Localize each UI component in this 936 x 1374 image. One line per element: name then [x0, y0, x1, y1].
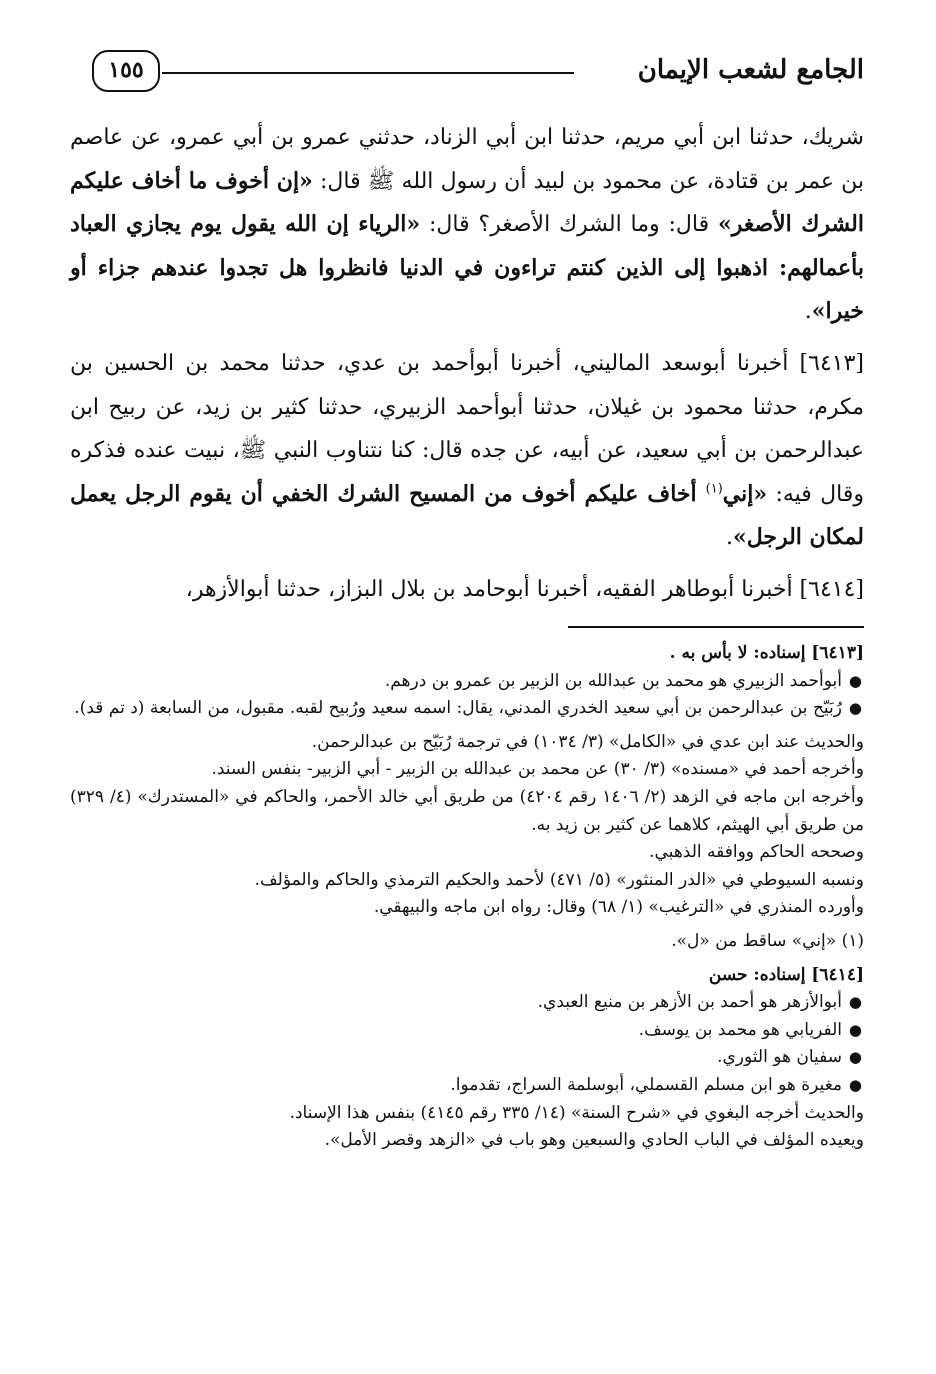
bullet-icon: ● — [848, 993, 862, 1012]
hadith-quote: أخاف عليكم أخوف من المسيح الشرك الخفي أن يقوم الرجل يعمل لمكان الرجل» — [70, 480, 864, 551]
note-heading-6414: [٦٤١٤] إسناده: حسن — [708, 964, 864, 985]
bullet-icon: ● — [848, 1020, 862, 1039]
paragraph-hadith-6413 — [70, 342, 864, 560]
list-item: ● رُبَيّح بن عبدالرحمن بن أبي سعيد الخدري المدني، يقال: اسمه سعيد ورُبيح لقبه. مقبول، من السابعة (د تم قد). — [70, 695, 842, 723]
page-header — [92, 44, 864, 100]
page-number-badge: ١٥٥ — [92, 50, 160, 92]
hadith-quote: «الرياء إن الله يقول يوم يجازي العباد بأعمالهم: اذهبوا إلى الذين كنتم تراءون في الدنيا فانظروا هل تجدوا عندهم جزاء أو خيرا» — [70, 211, 864, 325]
list-item: ● سفيان هو الثوري. — [70, 1044, 842, 1072]
note-heading-6413: [٦٤١٣] إسناده: لا بأس به . — [669, 643, 864, 663]
end-mark: . — [725, 525, 733, 551]
paragraph-hadith-6412 — [70, 116, 864, 334]
list-item: ● مغيرة هو ابن مسلم القسملي، أبوسلمة السراج، تقدموا. — [70, 1072, 842, 1100]
note-line: والحديث عند ابن عدي في «الكامل» (٣/ ١٠٣٤) في ترجمة رُبَيّح بن عبدالرحمن. — [311, 731, 864, 752]
end-mark: . — [804, 299, 812, 325]
running-title: الجامع لشعب الإيمان — [637, 55, 864, 85]
hadith-quote: «إني — [722, 480, 768, 507]
list-item: ● أبوأحمد الزبيري هو محمد بن عبدالله بن الزبير بن عمرو بن درهم. — [70, 668, 842, 696]
list-item: ● الفريابي هو محمد بن يوسف. — [70, 1017, 842, 1045]
main-text — [70, 116, 864, 612]
list-item: ● أبوالأزهر هو أحمد بن الأزهر بن منيع العبدي. — [70, 989, 842, 1017]
hadith-quote: «إن أخوف ما أخاف عليكم الشرك الأصغر» — [70, 167, 864, 238]
paragraph-hadith-6414 — [70, 568, 864, 612]
bullet-icon: ● — [848, 1048, 862, 1067]
footnotes — [70, 640, 864, 1155]
note-line: وأخرجه ابن ماجه في الزهد (٢/ ١٤٠٦ رقم ٤٢٠٤) من طريق أبي خالد الأحمر، والحاكم في «المستدرك» (٤/ ٣٢٩) من طريق أبي الهيثم، كلاهما عن كثير بن زيد به. — [70, 786, 864, 835]
narrator-list-6414 — [70, 989, 864, 1099]
note-line: ويعيده المؤلف في الباب الحادي والسبعين وهو باب في «الزهد وقصر الأمل». — [324, 1130, 864, 1151]
header-rule — [162, 72, 574, 74]
footnote-separator — [568, 626, 864, 628]
bullet-icon: ● — [848, 671, 862, 690]
note-line: ونسبه السيوطي في «الدر المنثور» (٥/ ٤٧١) لأحمد والحكيم الترمذي والحاكم والمؤلف. — [254, 869, 864, 890]
dialogue-text: قال: وما الشرك الأصغر؟ قال: — [420, 212, 718, 238]
note-line: وأخرجه أحمد في «مسنده» (٣/ ٣٠) عن محمد بن عبدالله بن الزبير - أبي الزبير- بنفس السند. — [211, 759, 864, 780]
note-line: وأورده المنذري في «الترغيب» (١/ ٦٨) وقال: رواه ابن ماجه والبيهقي. — [373, 897, 864, 918]
footnote-reference: (١) — [705, 481, 723, 497]
footnote-1: (١) «إني» ساقط من «ل». — [671, 930, 864, 951]
isnad-text: [٦٤١٣] أخبرنا أبوسعد الماليني، أخبرنا أبوأحمد بن عدي، حدثنا محمد بن الحسين بن مكرم، حدثنا محمود بن غيلان، حدثنا أبوأحمد الزبيري، حدثنا كثير بن زيد، عن ربيح ابن عبدالرحمن بن أبي سعيد، عن أبيه، عن جده قال: كنا نتناوب النبي ﷺ، نبيت عنده فذكره وقال فيه: — [70, 350, 864, 507]
narrator-list-6413 — [70, 668, 864, 723]
note-line: والحديث أخرجه البغوي في «شرح السنة» (١٤/ ٣٣٥ رقم ٤١٤٥) بنفس هذا الإسناد. — [289, 1102, 864, 1123]
bullet-icon: ● — [848, 1075, 862, 1094]
bullet-icon: ● — [848, 699, 862, 718]
isnad-text: شريك، حدثنا ابن أبي مريم، حدثنا ابن أبي الزناد، حدثني عمرو بن أبي عمرو، عن عاصم بن عمر بن قتادة، عن محمود بن لبيد أن رسول الله ﷺ قال: — [70, 125, 864, 194]
note-line: وصححه الحاكم ووافقه الذهبي. — [649, 842, 864, 863]
isnad-text: [٦٤١٤] أخبرنا أبوطاهر الفقيه، أخبرنا أبوحامد بن بلال البزاز، حدثنا أبوالأزهر، — [185, 576, 864, 602]
